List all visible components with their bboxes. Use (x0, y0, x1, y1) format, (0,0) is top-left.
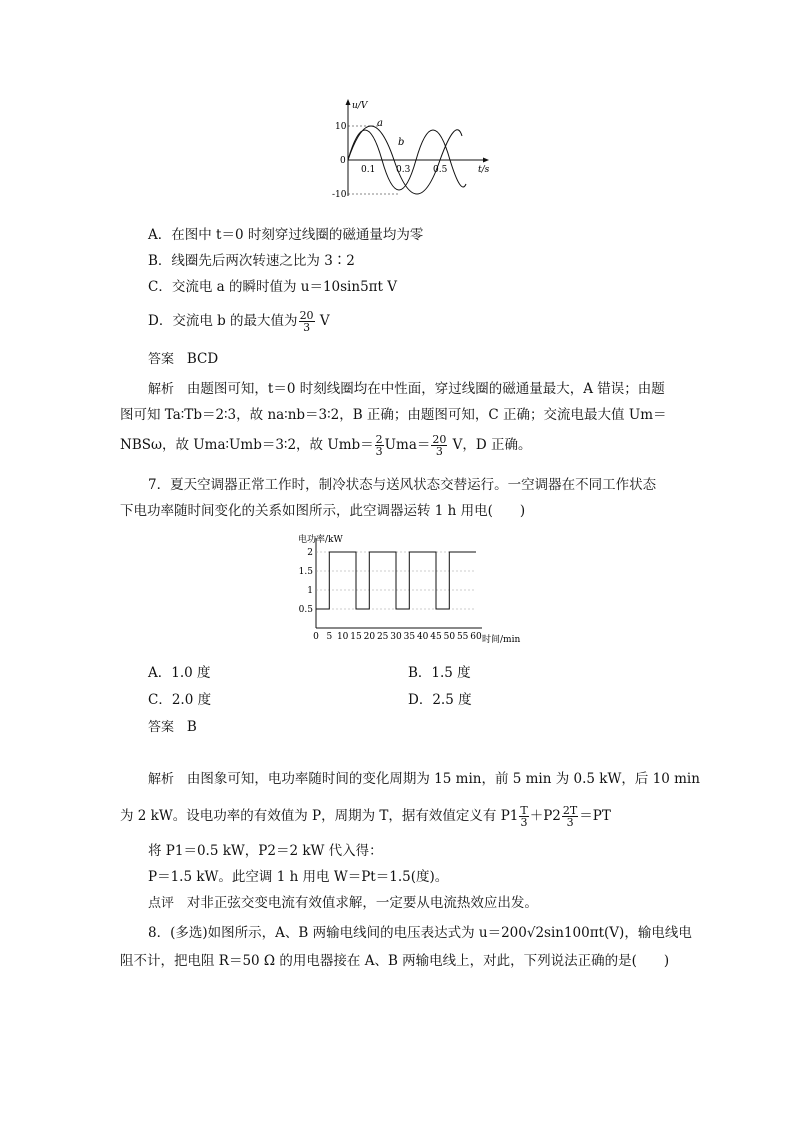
q7-comment: 点评 对非正弦交变电流有效值求解，一定要从电流热效应出发。 (148, 895, 538, 911)
q8-stem-line2: 阻不计，把电阻 R＝50 Ω 的用电器接在 A、B 两输电线上，对此，下列说法正确的是( ) (120, 953, 670, 969)
chart-x-tick: 10 (336, 632, 349, 642)
y-tick-neg10: -10 (332, 190, 347, 200)
q7-analysis-line4: P＝1.5 kW。此空调 1 h 用电 W＝Pt＝1.5(度)。 (148, 869, 449, 885)
q7-option-a: A．1.0 度 (148, 665, 211, 681)
q7-answer: 答案 B (148, 719, 197, 735)
chart-x-tick: 60 (470, 632, 482, 642)
chart-x-tick: 30 (390, 632, 402, 642)
chart-x-tick: 50 (443, 632, 456, 642)
x-tick-0.5: 0.5 (433, 165, 448, 175)
q7-analysis-line3: 将 P1＝0.5 kW，P2＝2 kW 代入得： (148, 843, 383, 859)
y-tick-0: 0 (340, 156, 346, 166)
chart-y-tick: 2 (307, 548, 313, 558)
q7-analysis-line2: 为 2 kW。设电功率的有效值为 P，周期为 T，据有效值定义有 P1 $\frac{T}{3}$ ＋P2 $\frac{2T}{3}$ ＝PT (120, 804, 611, 829)
chart-y-tick: 1 (307, 586, 313, 596)
q6-analysis-line1: 解析 由题图可知，t＝0 时刻线圈均在中性面，穿过线圈的磁通量最大，A 错误；由题 (148, 381, 665, 397)
chart-y-tick: 0.5 (298, 605, 313, 615)
chart-x-tick: 25 (376, 632, 389, 642)
q6-option-a: A．在图中 t＝0 时刻穿过线圈的磁通量均为零 (148, 227, 424, 243)
q6-answer: 答案 BCD (148, 351, 219, 367)
chart-ylabel: 电功率/kW (298, 535, 343, 545)
chart-x-tick: 5 (326, 632, 333, 642)
curve-b-label: b (398, 137, 405, 148)
q8-stem-line1: 8．(多选)如图所示，A、B 两输电线间的电压表达式为 u＝200√2sin100πt(V)，输电线电 (148, 925, 692, 941)
q6-analysis-line3: NBSω，故 Uma∶Umb＝3∶2，故 Umb＝ $\frac{2}{3}$ Uma＝ $\frac{20}{3}$ V，D 正确。 (120, 433, 532, 458)
q6-option-b: B．线圈先后两次转速之比为 3∶2 (148, 253, 355, 269)
chart-x-tick: 45 (430, 632, 442, 642)
chart-x-tick: 35 (403, 632, 416, 642)
y-axis-label: u/V (352, 101, 368, 111)
q6-option-d: D．交流电 b 的最大值为 $\frac{20}{3}$ V (148, 309, 330, 334)
q7-analysis-line1: 解析 由图象可知，电功率随时间的变化周期为 15 min，前 5 min 为 0.5 kW，后 10 min (148, 771, 700, 787)
q7-option-d: D．2.5 度 (408, 692, 472, 708)
chart-xlabel: 时间/min (482, 635, 521, 645)
chart-x-tick: 20 (363, 632, 376, 642)
chart-x-tick: 40 (416, 632, 429, 642)
q6-analysis-line2: 图可知 Ta∶Tb＝2∶3，故 na∶nb＝3∶2，B 正确；由题图可知，C 正确；交流电最大值 Um＝ (120, 407, 667, 423)
chart-x-tick: 0 (313, 632, 319, 642)
x-tick-0.1: 0.1 (361, 165, 376, 175)
chart-x-tick: 15 (350, 632, 362, 642)
power-time-chart (296, 530, 536, 650)
q7-option-c: C．2.0 度 (148, 692, 212, 708)
q7-option-b: B．1.5 度 (408, 665, 471, 681)
q6-option-c: C．交流电 a 的瞬时值为 u＝10sin5πt V (148, 279, 397, 295)
q7-stem-line1: 7．夏天空调器正常工作时，制冷状态与送风状态交替运行。一空调器在不同工作状态 (148, 477, 657, 493)
sine-wave-figure (330, 96, 500, 206)
curve-a-label: a (377, 118, 383, 129)
y-tick-10: 10 (335, 122, 347, 132)
chart-x-tick: 55 (456, 632, 469, 642)
chart-power-series (316, 552, 476, 609)
chart-y-tick: 1.5 (298, 567, 313, 577)
x-tick-0.3: 0.3 (396, 165, 411, 175)
x-axis-label: t/s (478, 165, 490, 175)
q7-stem-line2: 下电功率随时间变化的关系如图所示，此空调器运转 1 h 用电( ) (120, 503, 526, 519)
